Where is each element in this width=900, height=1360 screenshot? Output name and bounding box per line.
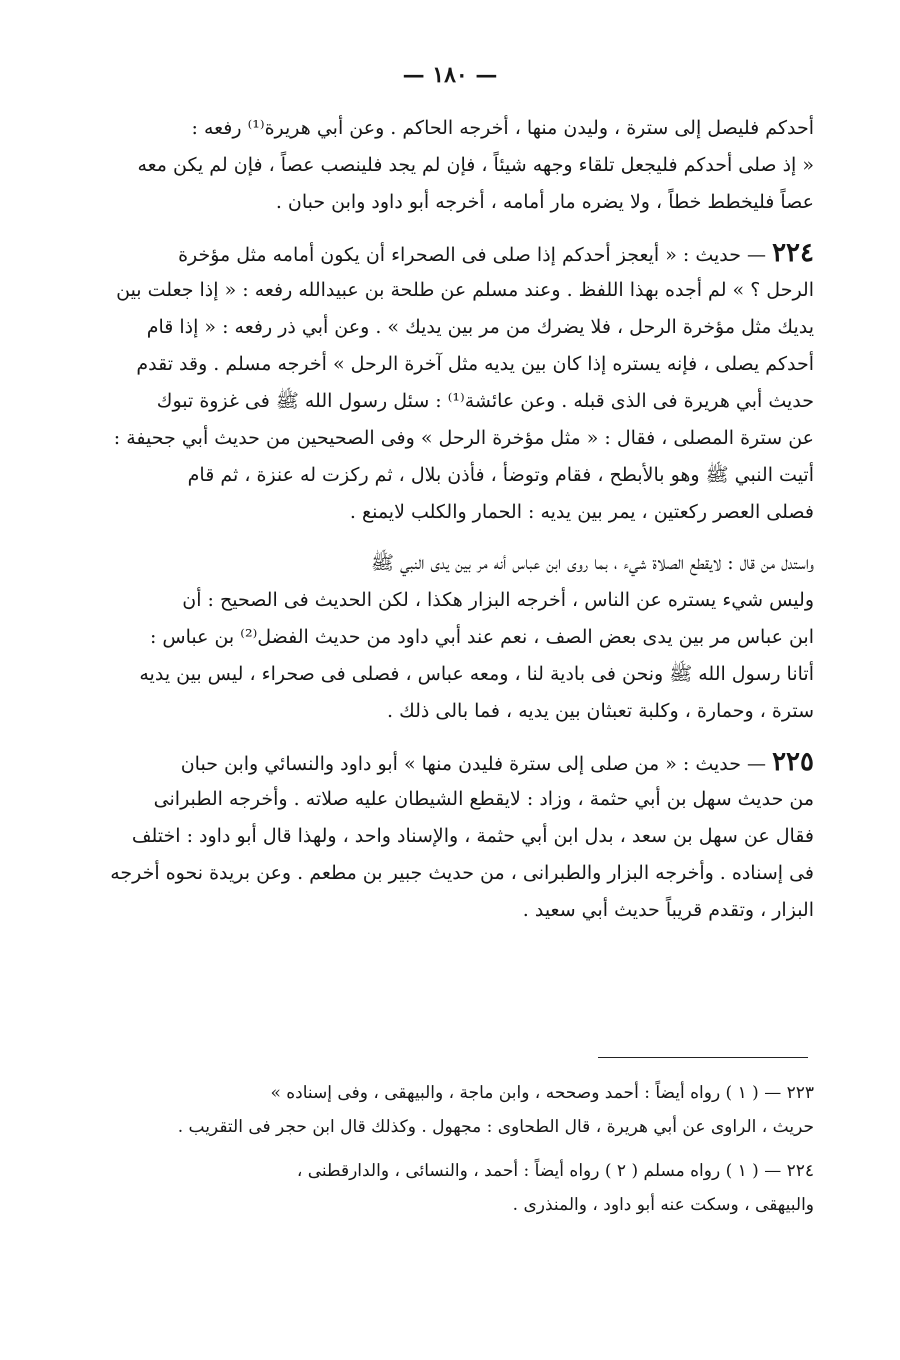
- footnote-line: ٢٢٤ — ( ١ ) رواه مسلم ( ٢ ) رواه أيضاً : أحمد ، والنسائى ، والدارقطنى ،: [296, 1161, 814, 1181]
- text-line: « إذ صلى أحدكم فليجعل تلقاء وجهه شيئاً ، فإن لم يجد فلينصب عصاً ، فإن لم يكن معه: [137, 154, 814, 176]
- text-line: [70, 235, 814, 272]
- page-number: — ١٨٠ —: [402, 62, 498, 88]
- footnote: [74, 1154, 814, 1222]
- text-line-content: — حديث : « من صلى إلى سترة فليدن منها » أبو داود والنسائي وابن حبان: [180, 753, 767, 775]
- text-line: سترة ، وحمارة ، وكلبة تعبثان بين يديه ، فما بالى ذلك .: [387, 700, 814, 722]
- text-line: عن سترة المصلى ، فقال : « مثل مؤخرة الرحل » وفى الصحيحين من حديث أبي جحيفة :: [113, 427, 814, 449]
- text-line-content: — حديث : « أيعجز أحدكم إذا صلى فى الصحراء أن يكون أمامه مثل مؤخرة: [178, 244, 767, 266]
- text-line: البزار ، وتقدم قريباً حديث أبي سعيد .: [522, 899, 814, 921]
- text-line: عصاً فليخطط خطاً ، ولا يضره مار أمامه ، أخرجه أبو داود وابن حبان .: [275, 191, 814, 213]
- hadith-paragraph: [70, 744, 814, 929]
- text-line: [70, 744, 814, 781]
- text-line: من حديث سهل بن أبي حثمة ، وزاد : لايقطع الشيطان عليه صلاته . وأخرجه الطبرانى: [153, 788, 814, 810]
- main-text: [70, 110, 814, 943]
- footnotes: [74, 1076, 814, 1232]
- paragraph: [70, 110, 814, 221]
- footnote-line: حريث ، الراوى عن أبي هريرة ، قال الطحاوى : مجهول . وكذلك قال ابن حجر فى التقريب .: [177, 1117, 814, 1137]
- text-line: فصلى العصر ركعتين ، يمر بين يديه : الحمار والكلب لايمنع .: [349, 501, 814, 523]
- hadith-paragraph: [70, 235, 814, 531]
- text-line: واستدل من قال : لايقطع الصلاة شيء ، بما روى ابن عباس أنه مر بين يدى النبي ﷺ: [370, 552, 814, 574]
- text-line: يديك مثل مؤخرة الرحل ، فلا يضرك من مر بين يديك » . وعن أبي ذر رفعه : « إذا قام: [146, 316, 814, 338]
- footnote-divider: [598, 1057, 808, 1058]
- text-line: وليس شيء يستره عن الناس ، أخرجه البزار هكذا ، لكن الحديث فى الصحيح : أن: [182, 589, 814, 611]
- hadith-number: ٢٢٤: [772, 238, 814, 268]
- text-line: أتانا رسول الله ﷺ ونحن فى بادية لنا ، ومعه عباس ، فصلى فى صحراء ، ليس بين يديه: [139, 663, 814, 685]
- text-line: أحدكم يصلى ، فإنه يستره إذا كان بين يديه مثل آخرة الرحل » أخرجه مسلم . وقد تقدم: [136, 353, 814, 375]
- footnote: [74, 1076, 814, 1144]
- hadith-number: ٢٢٥: [772, 747, 814, 777]
- text-line: ابن عباس مر بين يدى بعض الصف ، نعم عند أبي داود من حديث الفضل⁽²⁾ بن عباس :: [149, 626, 814, 648]
- footnote-line: والبيهقى ، وسكت عنه أبو داود ، والمنذرى .: [512, 1195, 814, 1215]
- text-line: فقال عن سهل بن سعد ، بدل ابن أبي حثمة ، والإسناد واحد ، ولهذا قال أبو داود : اختلف: [131, 825, 814, 847]
- text-line: حديث أبي هريرة فى الذى قبله . وعن عائشة⁽¹⁾ : سئل رسول الله ﷺ فى غزوة تبوك: [156, 390, 814, 412]
- paragraph: [70, 545, 814, 730]
- footnote-line: ٢٢٣ — ( ١ ) رواه أيضاً : أحمد وصححه ، وابن ماجة ، والبيهقى ، وفى إسناده »: [270, 1083, 814, 1103]
- text-line: أحدكم فليصل إلى سترة ، وليدن منها ، أخرجه الحاكم . وعن أبي هريرة⁽¹⁾ رفعه :: [191, 117, 814, 139]
- text-line: أتيت النبي ﷺ وهو بالأبطح ، فقام وتوضأ ، فأذن بلال ، ثم ركزت له عنزة ، ثم قام: [187, 464, 814, 486]
- text-line: فى إسناده . وأخرجه البزار والطبرانى ، من حديث جبير بن مطعم . وعن بريدة نحوه أخرجه: [110, 862, 814, 884]
- text-line: الرحل ؟ » لم أجده بهذا اللفظ . وعند مسلم عن طلحة بن عبيدالله رفعه : « إذا جعلت بين: [116, 279, 814, 301]
